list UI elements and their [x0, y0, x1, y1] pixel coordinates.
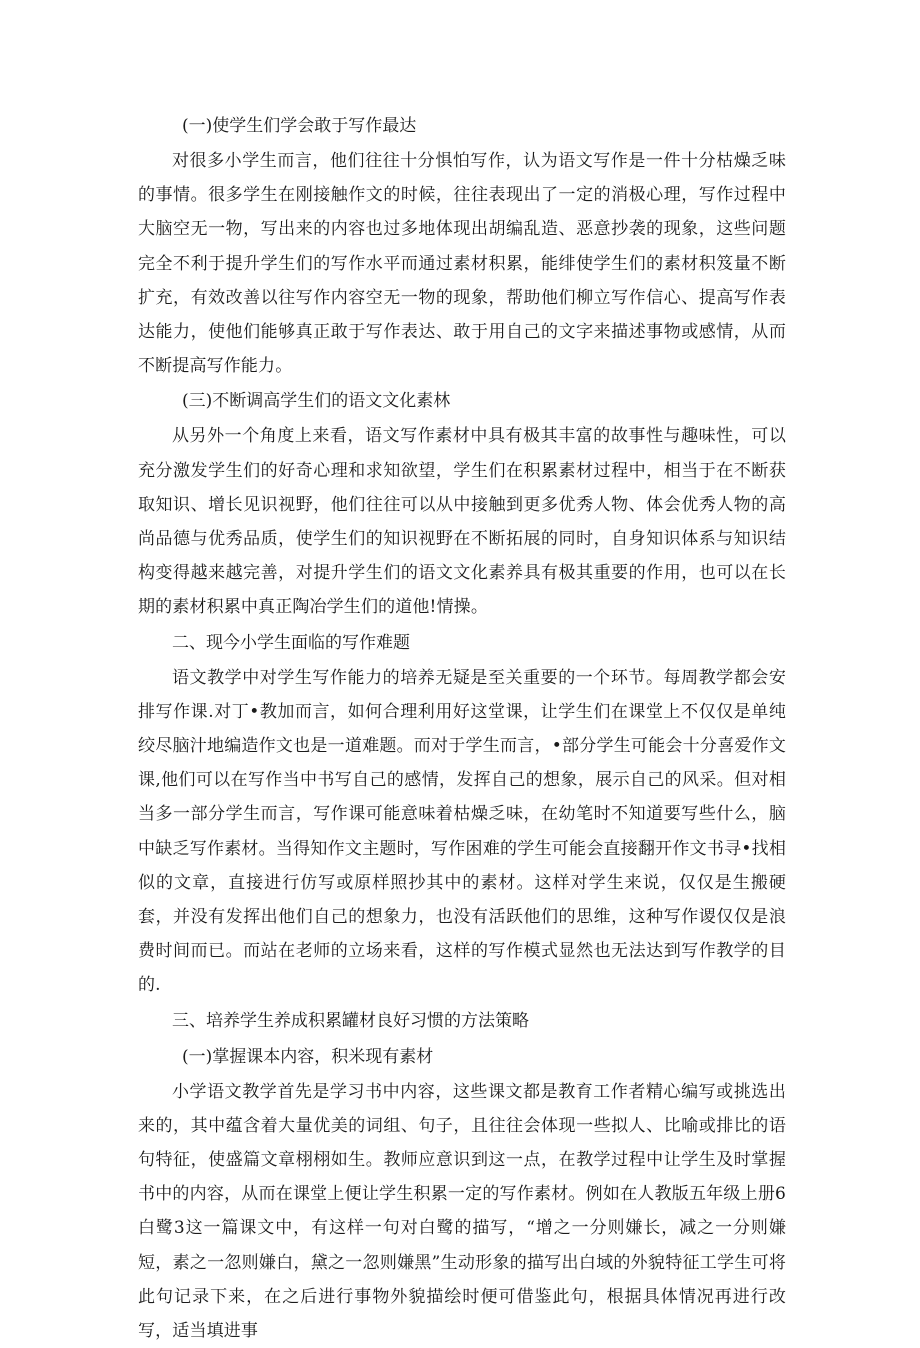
body-paragraph: 小学语文教学首先是学习书中内容，这些课文都是教育工作者精心编写或挑选出来的，其中蕴含着大量优美的词组、句子，且往往会体现一些拟人、比喻或排比的语句特征，使盛篇文章栩栩如生。教师应意识到这一点，在教学过程中让学生及时掌握书中的内容，从而在课堂上便让学生积累一定的写作素材。例如在人教版五年级上册6白鹭3这一篇课文中，有这样一句对白鹭的描写，“增之一分则嫌长，减之一分则嫌短，素之一忽则嫌白，黛之一忽则嫌黑”生动形象的描写出白域的外貌特征工学生可将此句记录下来，在之后进行事物外貌描绘时便可借鉴此句，根据具体情况再进行改写，适当填进事: [138, 1081, 786, 1342]
section-heading: 二、现今小学生面临的写作难题: [172, 632, 410, 653]
body-paragraph: 对很多小学生而言，他们往往十分惧怕写作，认为语文写作是一件十分枯燥乏味的事情。很多学生在刚接触作文的时候，往往表现出了一定的消极心理，写作过程中大脑空无一物，写出来的内容也过多地体现出胡编乱造、恶意抄袭的现象，这些问题完全不利于提升学生们的写作水平而通过素材积累，能绯使学生们的素材积笈量不断扩充，有效改善以往写作内容空无一物的现象，帮助他们柳立写作信心、提高写作表达能力，使他们能够真正敢于写作表达、敢于用自己的文字来描述事物或感情，从而不断提高写作能力。: [138, 151, 786, 377]
body-paragraph: 语文教学中对学生写作能力的培养无疑是至关重要的一个环节。每周教学都会安排写作课.对丁•教加而言，如何合理利用好这堂课，让学生们在课堂上不仅仅是单纯绞尽脑汁地编造作文也是一道难题。而对于学生而言，•部分学生可能会十分喜爱作文课,他们可以在写作当中书写自己的感情，发挥自己的想象，展示自己的风采。但对相当多一部分学生而言，写作课可能意味着枯燥乏味，在幼笔时不知道要写些什么，脑中缺乏写作素材。当得知作文主题时，写作困难的学生可能会直接翻开作文书寻•找相似的文章，直接进行仿写或原样照抄其中的素材。这样对学生来说，仅仅是生搬硬套，并没有发挥出他们自己的想象力，也没有活跃他们的思维，这种写作谡仅仅是浪费时间而已。而站在老师的立场来看，这样的写作模式显然也无法达到写作教学的目的.: [138, 667, 786, 996]
body-paragraph: 从另外一个角度上来看，语文写作素材中具有极其丰富的故事性与趣味性，可以充分激发学生们的好奇心理和求知欲望，学生们在积累素材过程中，相当于在不断获取知识、增长见识视野，他们往往可以从中接触到更多优秀人物、体会优秀人物的高尚品德与优秀品质，使学生们的知识视野在不断拓展的同时，自身知识体系与知识结构变得越来越完善，对提升学生们的语文文化素养具有极其重要的作用，也可以在长期的素材积累中真正陶冶学生们的道他!情操。: [138, 426, 786, 618]
document-page: [138, 108, 786, 1348]
section-heading: 三、培养学生养成积累罐材良好习惯的方法策略: [172, 1010, 529, 1031]
section-heading: (一)使学生们学会敢于写作最达: [182, 116, 417, 136]
section-heading: (三)不断调高学生们的语文文化素林: [182, 391, 451, 412]
section-heading: (一)掌握课本内容，积米现有素材: [182, 1046, 434, 1067]
